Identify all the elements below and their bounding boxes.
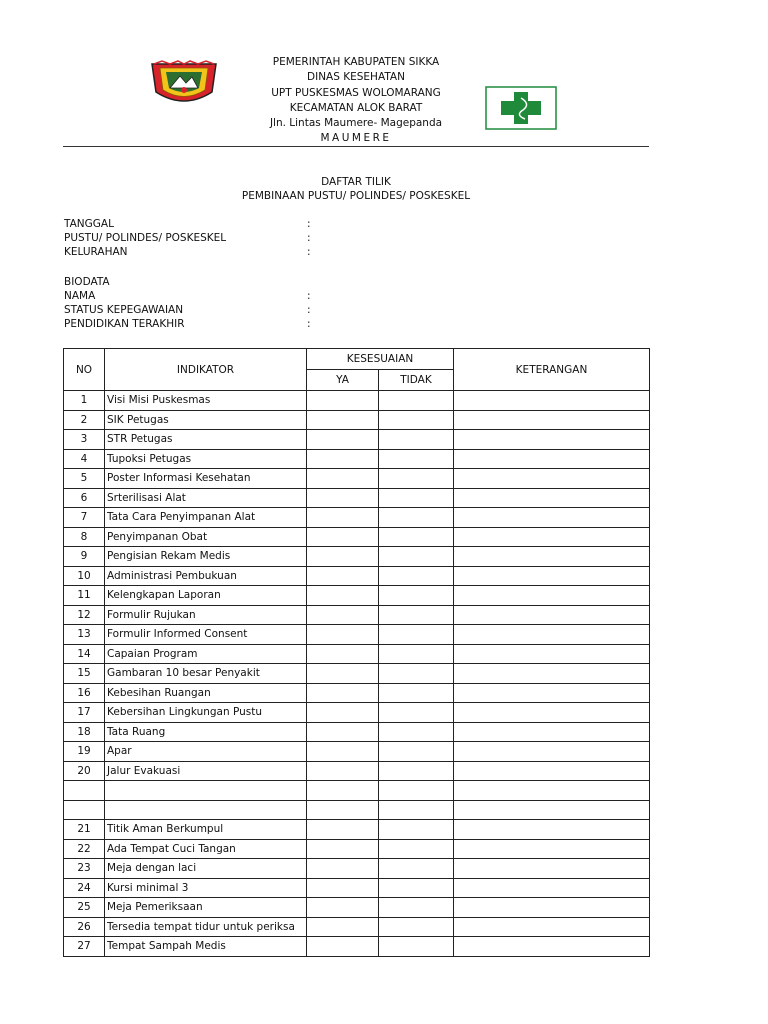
row-no: 21: [64, 820, 105, 840]
row-tidak-cell[interactable]: [379, 800, 454, 820]
row-tidak-cell[interactable]: [379, 430, 454, 450]
row-tidak-cell[interactable]: [379, 703, 454, 723]
table-row: [64, 469, 650, 489]
row-keterangan-cell[interactable]: [454, 859, 650, 879]
row-indikator: Formulir Informed Consent: [105, 625, 307, 645]
row-keterangan-cell[interactable]: [454, 820, 650, 840]
row-no: 25: [64, 898, 105, 918]
row-no: 13: [64, 625, 105, 645]
row-indikator: Gambaran 10 besar Penyakit: [105, 664, 307, 684]
row-tidak-cell[interactable]: [379, 625, 454, 645]
table-row: [64, 878, 650, 898]
row-ya-cell[interactable]: [307, 605, 379, 625]
table-row: [64, 430, 650, 450]
row-no: 19: [64, 742, 105, 762]
row-no: 3: [64, 430, 105, 450]
table-row: [64, 625, 650, 645]
row-ya-cell[interactable]: [307, 566, 379, 586]
field-label-tanggal: TANGGAL: [64, 218, 114, 230]
table-row: [64, 722, 650, 742]
table-row: [64, 859, 650, 879]
row-keterangan-cell[interactable]: [454, 703, 650, 723]
row-ya-cell[interactable]: [307, 937, 379, 957]
row-keterangan-cell[interactable]: [454, 878, 650, 898]
row-indikator: Pengisian Rekam Medis: [105, 547, 307, 567]
row-no: 14: [64, 644, 105, 664]
row-keterangan-cell[interactable]: [454, 566, 650, 586]
row-keterangan-cell[interactable]: [454, 683, 650, 703]
row-no: 24: [64, 878, 105, 898]
row-indikator: SIK Petugas: [105, 410, 307, 430]
row-no: 6: [64, 488, 105, 508]
row-tidak-cell[interactable]: [379, 859, 454, 879]
checklist-table: [63, 348, 650, 957]
row-indikator: Kelengkapan Laporan: [105, 586, 307, 606]
row-ya-cell[interactable]: [307, 488, 379, 508]
table-row: [64, 410, 650, 430]
field-sep-nama: :: [307, 290, 311, 302]
row-ya-cell[interactable]: [307, 781, 379, 801]
row-keterangan-cell[interactable]: [454, 761, 650, 781]
health-cross-icon: [485, 86, 557, 130]
row-tidak-cell[interactable]: [379, 527, 454, 547]
row-ya-cell[interactable]: [307, 839, 379, 859]
row-ya-cell[interactable]: [307, 761, 379, 781]
row-tidak-cell[interactable]: [379, 586, 454, 606]
row-ya-cell[interactable]: [307, 391, 379, 411]
header-kesesuaian: KESESUAIAN: [307, 349, 454, 370]
table-row: [64, 488, 650, 508]
row-indikator: Srterilisasi Alat: [105, 488, 307, 508]
row-indikator: Capaian Program: [105, 644, 307, 664]
letterhead-department: DINAS KESEHATAN: [307, 71, 405, 84]
row-keterangan-cell[interactable]: [454, 664, 650, 684]
header-ya: YA: [307, 370, 379, 391]
table-row: [64, 527, 650, 547]
letterhead-address: Jln. Lintas Maumere- Magepanda: [269, 117, 443, 130]
row-indikator: Titik Aman Berkumpul: [105, 820, 307, 840]
row-keterangan-cell[interactable]: [454, 605, 650, 625]
row-tidak-cell[interactable]: [379, 547, 454, 567]
row-no: 20: [64, 761, 105, 781]
row-indikator: Administrasi Pembukuan: [105, 566, 307, 586]
row-ya-cell[interactable]: [307, 644, 379, 664]
row-tidak-cell[interactable]: [379, 449, 454, 469]
row-keterangan-cell[interactable]: [454, 469, 650, 489]
row-indikator: Tata Ruang: [105, 722, 307, 742]
row-keterangan-cell[interactable]: [454, 547, 650, 567]
field-label-status: STATUS KEPEGAWAIAN: [64, 304, 184, 316]
row-no: 17: [64, 703, 105, 723]
row-tidak-cell[interactable]: [379, 917, 454, 937]
row-no: 27: [64, 937, 105, 957]
row-keterangan-cell[interactable]: [454, 781, 650, 801]
field-sep-pendidikan: :: [307, 318, 311, 330]
biodata-heading: BIODATA: [64, 276, 110, 288]
row-tidak-cell[interactable]: [379, 488, 454, 508]
row-indikator: Kursi minimal 3: [105, 878, 307, 898]
row-indikator: Jalur Evakuasi: [105, 761, 307, 781]
row-no: 26: [64, 917, 105, 937]
row-ya-cell[interactable]: [307, 703, 379, 723]
row-ya-cell[interactable]: [307, 742, 379, 762]
table-row: [64, 508, 650, 528]
row-no: 9: [64, 547, 105, 567]
table-row: [64, 761, 650, 781]
row-keterangan-cell[interactable]: [454, 527, 650, 547]
row-no: 2: [64, 410, 105, 430]
table-row: [64, 820, 650, 840]
document-subtitle: PEMBINAAN PUSTU/ POLINDES/ POSKESKEL: [241, 190, 471, 202]
row-no: 5: [64, 469, 105, 489]
row-tidak-cell[interactable]: [379, 391, 454, 411]
row-indikator: STR Petugas: [105, 430, 307, 450]
header-tidak: TIDAK: [379, 370, 454, 391]
row-indikator: Kebersihan Lingkungan Pustu: [105, 703, 307, 723]
document-title: DAFTAR TILIK: [321, 176, 391, 188]
row-no: 10: [64, 566, 105, 586]
row-indikator: Tupoksi Petugas: [105, 449, 307, 469]
row-ya-cell[interactable]: [307, 527, 379, 547]
row-no: 12: [64, 605, 105, 625]
row-indikator: Tata Cara Penyimpanan Alat: [105, 508, 307, 528]
table-row: [64, 917, 650, 937]
row-no: 16: [64, 683, 105, 703]
header-no: NO: [64, 349, 105, 391]
row-indikator: [105, 781, 307, 801]
row-indikator: [105, 800, 307, 820]
row-ya-cell[interactable]: [307, 586, 379, 606]
header-keterangan: KETERANGAN: [454, 349, 650, 391]
table-row: [64, 683, 650, 703]
row-ya-cell[interactable]: [307, 820, 379, 840]
row-keterangan-cell[interactable]: [454, 742, 650, 762]
row-tidak-cell[interactable]: [379, 566, 454, 586]
row-tidak-cell[interactable]: [379, 722, 454, 742]
row-no: 7: [64, 508, 105, 528]
row-keterangan-cell[interactable]: [454, 449, 650, 469]
field-label-nama: NAMA: [64, 290, 96, 302]
row-tidak-cell[interactable]: [379, 742, 454, 762]
row-tidak-cell[interactable]: [379, 820, 454, 840]
row-no: 8: [64, 527, 105, 547]
row-ya-cell[interactable]: [307, 683, 379, 703]
table-row: [64, 449, 650, 469]
row-indikator: Meja dengan laci: [105, 859, 307, 879]
row-tidak-cell[interactable]: [379, 898, 454, 918]
field-label-pustu: PUSTU/ POLINDES/ POSKESKEL: [64, 232, 227, 244]
row-tidak-cell[interactable]: [379, 761, 454, 781]
row-keterangan-cell[interactable]: [454, 508, 650, 528]
row-keterangan-cell[interactable]: [454, 488, 650, 508]
row-keterangan-cell[interactable]: [454, 625, 650, 645]
row-indikator: Visi Misi Puskesmas: [105, 391, 307, 411]
row-no: 1: [64, 391, 105, 411]
letterhead-district: KECAMATAN ALOK BARAT: [289, 101, 423, 114]
letterhead: [200, 55, 512, 147]
row-ya-cell[interactable]: [307, 547, 379, 567]
row-keterangan-cell[interactable]: [454, 391, 650, 411]
row-keterangan-cell[interactable]: [454, 898, 650, 918]
row-indikator: Tempat Sampah Medis: [105, 937, 307, 957]
row-keterangan-cell[interactable]: [454, 644, 650, 664]
row-indikator: Poster Informasi Kesehatan: [105, 469, 307, 489]
letterhead-divider: [63, 146, 649, 147]
field-label-pendidikan: PENDIDIKAN TERAKHIR: [64, 318, 185, 330]
row-tidak-cell[interactable]: [379, 683, 454, 703]
row-ya-cell[interactable]: [307, 664, 379, 684]
row-tidak-cell[interactable]: [379, 605, 454, 625]
table-row: [64, 391, 650, 411]
letterhead-city: MAUMERE: [320, 132, 392, 145]
row-no: 23: [64, 859, 105, 879]
table-row: [64, 937, 650, 957]
row-tidak-cell[interactable]: [379, 508, 454, 528]
row-tidak-cell[interactable]: [379, 469, 454, 489]
row-tidak-cell[interactable]: [379, 644, 454, 664]
row-keterangan-cell[interactable]: [454, 722, 650, 742]
row-ya-cell[interactable]: [307, 625, 379, 645]
header-indikator: INDIKATOR: [105, 349, 307, 391]
row-no: [64, 781, 105, 801]
row-tidak-cell[interactable]: [379, 410, 454, 430]
row-ya-cell[interactable]: [307, 508, 379, 528]
table-row: [64, 586, 650, 606]
row-ya-cell[interactable]: [307, 410, 379, 430]
row-ya-cell[interactable]: [307, 859, 379, 879]
row-indikator: Ada Tempat Cuci Tangan: [105, 839, 307, 859]
table-row: [64, 664, 650, 684]
table-row: [64, 566, 650, 586]
row-ya-cell[interactable]: [307, 449, 379, 469]
row-ya-cell[interactable]: [307, 878, 379, 898]
table-row: [64, 703, 650, 723]
table-row: [64, 898, 650, 918]
row-keterangan-cell[interactable]: [454, 410, 650, 430]
row-no: [64, 800, 105, 820]
row-indikator: Penyimpanan Obat: [105, 527, 307, 547]
row-indikator: Kebesihan Ruangan: [105, 683, 307, 703]
field-sep-pustu: :: [307, 232, 311, 244]
field-sep-kelurahan: :: [307, 246, 311, 258]
row-indikator: Meja Pemeriksaan: [105, 898, 307, 918]
row-keterangan-cell[interactable]: [454, 800, 650, 820]
row-ya-cell[interactable]: [307, 898, 379, 918]
row-indikator: Formulir Rujukan: [105, 605, 307, 625]
row-keterangan-cell[interactable]: [454, 937, 650, 957]
letterhead-government: PEMERINTAH KABUPATEN SIKKA: [272, 56, 440, 68]
row-tidak-cell[interactable]: [379, 839, 454, 859]
row-ya-cell[interactable]: [307, 430, 379, 450]
table-row: [64, 547, 650, 567]
row-tidak-cell[interactable]: [379, 664, 454, 684]
row-no: 15: [64, 664, 105, 684]
row-keterangan-cell[interactable]: [454, 917, 650, 937]
row-tidak-cell[interactable]: [379, 781, 454, 801]
row-keterangan-cell[interactable]: [454, 430, 650, 450]
table-row: [64, 781, 650, 801]
row-tidak-cell[interactable]: [379, 878, 454, 898]
field-sep-status: :: [307, 304, 311, 316]
row-tidak-cell[interactable]: [379, 937, 454, 957]
field-label-kelurahan: KELURAHAN: [64, 246, 128, 258]
row-keterangan-cell[interactable]: [454, 839, 650, 859]
row-ya-cell[interactable]: [307, 917, 379, 937]
table-row: [64, 605, 650, 625]
table-row: [64, 839, 650, 859]
row-indikator: Apar: [105, 742, 307, 762]
table-row: [64, 800, 650, 820]
row-keterangan-cell[interactable]: [454, 586, 650, 606]
row-no: 11: [64, 586, 105, 606]
row-ya-cell[interactable]: [307, 469, 379, 489]
table-row: [64, 644, 650, 664]
row-ya-cell[interactable]: [307, 722, 379, 742]
row-indikator: Tersedia tempat tidur untuk periksa: [105, 917, 307, 937]
row-no: 18: [64, 722, 105, 742]
table-row: [64, 742, 650, 762]
field-sep-tanggal: :: [307, 218, 311, 230]
row-no: 22: [64, 839, 105, 859]
row-no: 4: [64, 449, 105, 469]
letterhead-puskesmas: UPT PUSKESMAS WOLOMARANG: [271, 86, 441, 99]
row-ya-cell[interactable]: [307, 800, 379, 820]
